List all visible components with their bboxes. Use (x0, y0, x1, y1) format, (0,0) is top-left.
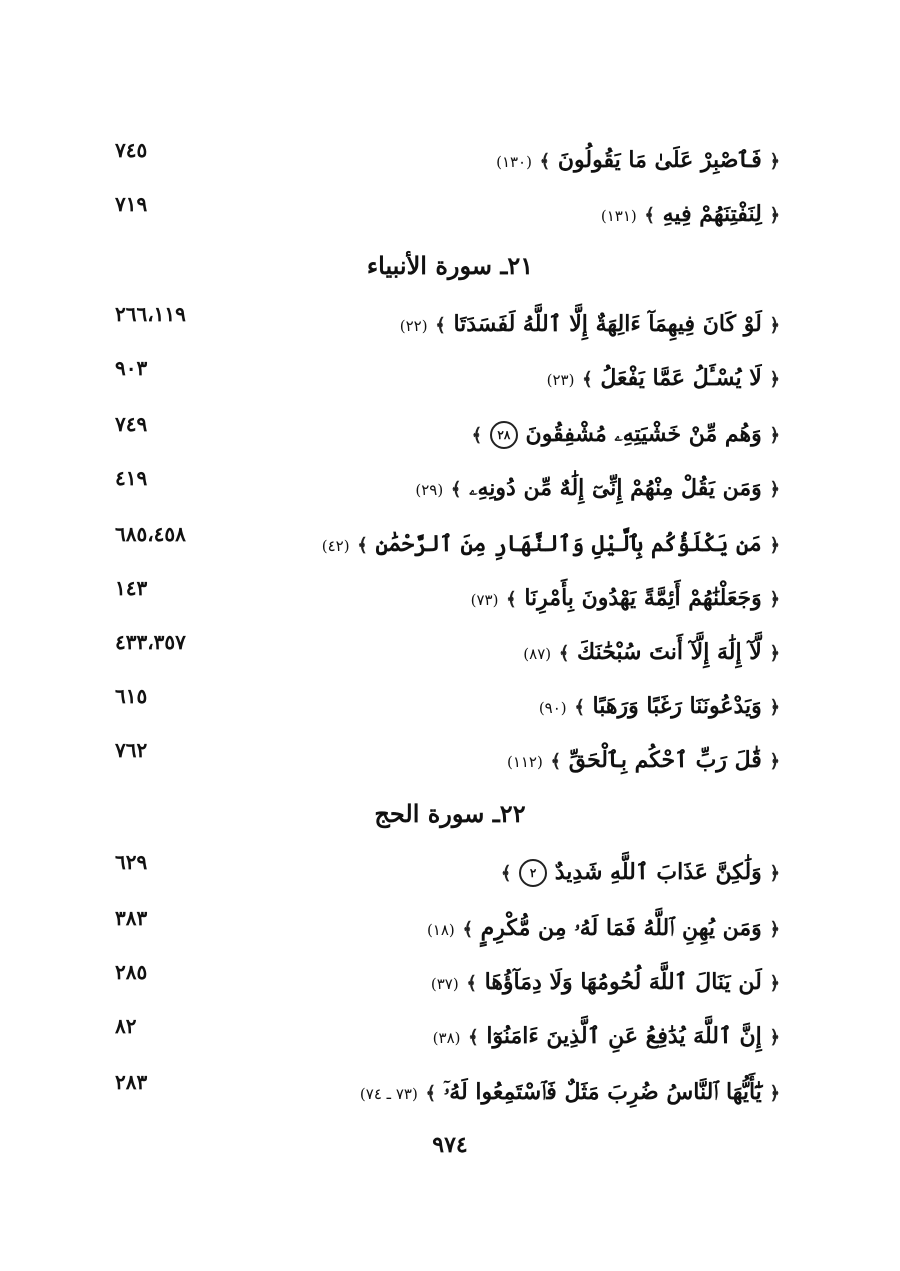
verse: لَوْ كَانَ فِيهِمَآ ءَالِهَةٌ إِلَّا ٱللَّهُ لَفَسَدَتَا (453, 311, 762, 337)
verse-number-medallion: ٢ (519, 859, 547, 887)
close-bracket-ornament: ﴾ (574, 697, 585, 718)
close-bracket-ornament: ﴾ (462, 919, 473, 940)
index-entry (100, 578, 800, 618)
close-bracket-ornament: ﴾ (550, 751, 562, 772)
open-bracket-ornament: ﴿ (769, 751, 780, 772)
verse: وَهُم مِّنْ خَشْيَتِهِۦ مُشْفِقُونَ (525, 421, 762, 447)
page-numbers: ٦٢٩ (115, 850, 148, 874)
verse-text (539, 686, 780, 728)
verse-text (496, 140, 780, 182)
verse-text (471, 578, 780, 620)
verse-text (360, 1072, 780, 1114)
verse-number: (٢٢) (399, 317, 428, 335)
verse-number: (٧٣) (470, 591, 499, 609)
open-bracket-ornament: ﴿ (769, 151, 780, 172)
verse-number: (١٨) (426, 921, 455, 939)
close-bracket-ornament: ﴾ (466, 973, 477, 994)
page-numbers: ٦١٥ (115, 684, 148, 708)
index-entry (100, 686, 800, 726)
index-entry (100, 908, 800, 948)
surah-heading: ٢١ـ سورة الأنبياء (366, 251, 534, 280)
open-bracket-ornament: ﴿ (769, 919, 780, 940)
page-numbers: ٨٢ (115, 1014, 137, 1038)
verse: قَٰلَ رَبِّ ٱحْكُم بِٱلْحَقِّ (568, 747, 762, 773)
verse-number-medallion: ٢٨ (490, 421, 518, 449)
index-entry (100, 524, 800, 564)
verse-text (523, 632, 780, 674)
verse: مَن يَكْلَؤُكُم بِٱلَّيْلِ وَٱلنَّهَارِ مِنَ ٱلرَّحْمَٰنِ (375, 531, 762, 557)
close-bracket-ornament: ﴾ (425, 1083, 437, 1104)
index-entry (100, 1072, 800, 1112)
close-bracket-ornament: ﴾ (500, 863, 512, 884)
open-bracket-ornament: ﴿ (769, 643, 780, 664)
verse-text (601, 194, 780, 236)
open-bracket-ornament: ﴿ (769, 369, 780, 390)
verse: وَمَن يَقُلْ مِنْهُمْ إِنِّىٓ إِلَٰهٌ مِّن دُونِهِۦ (469, 475, 762, 501)
close-bracket-ornament: ﴾ (506, 589, 517, 610)
page-numbers: ٣٨٣ (115, 906, 148, 930)
verse: لِنَفْتِنَهُمْ فِيهِ (662, 201, 762, 227)
verse-number: (٤٢) (321, 537, 350, 555)
open-bracket-ornament: ﴿ (769, 479, 780, 500)
close-bracket-ornament: ﴾ (471, 425, 483, 446)
verse: وَيَدْعُونَنَا رَغَبًا وَرَهَبًا (592, 693, 762, 719)
verse-number: (٢٣) (546, 371, 575, 389)
open-bracket-ornament: ﴿ (769, 205, 780, 226)
verse-text (501, 852, 780, 894)
verse: يَٰٓأَيُّهَا ٱلنَّاسُ ضُرِبَ مَثَلٌ فَٱسْتَمِعُوا لَهُۥٓ (443, 1079, 762, 1105)
page-numbers: ٧٤٥ (115, 138, 148, 162)
verse-number: (٢٩) (415, 481, 444, 499)
open-bracket-ornament: ﴿ (769, 425, 780, 446)
verse-text (322, 524, 780, 566)
verse-text (400, 304, 780, 346)
open-bracket-ornament: ﴿ (769, 863, 780, 884)
page-numbers: ١٤٣ (115, 576, 148, 600)
verse-number: (٧٣ ـ ٧٤) (359, 1085, 418, 1103)
verse-number: (٨٧) (523, 645, 552, 663)
verse: إِنَّ ٱللَّهَ يُدَٰفِعُ عَنِ ٱلَّذِينَ ءَامَنُوٓا (486, 1023, 762, 1049)
index-entry (100, 632, 800, 672)
verse-text (427, 908, 780, 950)
open-bracket-ornament: ﴿ (769, 697, 780, 718)
verse-text (547, 358, 780, 400)
open-bracket-ornament: ﴿ (769, 589, 780, 610)
open-bracket-ornament: ﴿ (769, 973, 780, 994)
verse-number: (٣٧) (430, 975, 459, 993)
close-bracket-ornament: ﴾ (558, 643, 570, 664)
index-entry (100, 358, 800, 398)
index-entry (100, 194, 800, 234)
index-entry (100, 962, 800, 1002)
verse-text (431, 962, 780, 1004)
index-entry (100, 304, 800, 344)
verse-number: (١٣٠) (496, 153, 532, 171)
page-numbers: ٢٨٣ (115, 1070, 148, 1094)
close-bracket-ornament: ﴾ (539, 151, 551, 172)
index-entry (100, 1016, 800, 1056)
verse: وَمَن يُهِنِ ٱللَّهُ فَمَا لَهُۥ مِن مُّكْرِمٍ (480, 915, 762, 941)
index-entry (100, 468, 800, 508)
verse: وَلَٰكِنَّ عَذَابَ ٱللَّهِ شَدِيدٌ (554, 859, 762, 885)
index-entry (100, 140, 800, 180)
open-bracket-ornament: ﴿ (769, 315, 780, 336)
page-numbers: ٤١٩ (115, 466, 148, 490)
close-bracket-ornament: ﴾ (357, 535, 368, 556)
verse-number: (٣٨) (432, 1029, 461, 1047)
verse-text (507, 740, 780, 782)
surah-heading: ٢٢ـ سورة الحج (374, 799, 526, 828)
page-numbers: ٢٨٥ (115, 960, 148, 984)
open-bracket-ornament: ﴿ (769, 535, 780, 556)
page-numbers: ٧١٩ (115, 192, 148, 216)
verse-number: (٩٠) (538, 699, 567, 717)
page-numbers: ٩٠٣ (115, 356, 148, 380)
page-numbers: ٧٦٢ (115, 738, 148, 762)
page-numbers: ٤٣٣،٣٥٧ (115, 630, 186, 654)
verse-text (433, 1016, 780, 1058)
verse: لَن يَنَالَ ٱللَّهَ لُحُومُهَا وَلَا دِمَآؤُهَا (484, 969, 762, 995)
close-bracket-ornament: ﴾ (450, 479, 462, 500)
close-bracket-ornament: ﴾ (644, 205, 655, 226)
open-bracket-ornament: ﴿ (769, 1083, 780, 1104)
page-number-footer: ٩٧٤ (432, 1132, 468, 1158)
page-numbers: ٢٦٦،١١٩ (115, 302, 186, 326)
close-bracket-ornament: ﴾ (435, 315, 446, 336)
page-numbers: ٦٨٥،٤٥٨ (115, 522, 186, 546)
index-entry (100, 414, 800, 454)
page-numbers: ٧٤٩ (115, 412, 148, 436)
index-entry (100, 740, 800, 780)
verse: فَٱصْبِرْ عَلَىٰ مَا يَقُولُونَ (557, 147, 762, 173)
verse: لَا يُسْـَٔلُ عَمَّا يَفْعَلُ (600, 365, 762, 391)
verse-text (415, 468, 780, 510)
index-entry (100, 852, 800, 892)
verse-number: (١٣١) (600, 207, 637, 225)
verse-number: (١١٢) (506, 753, 543, 771)
open-bracket-ornament: ﴿ (769, 1027, 780, 1048)
verse: وَجَعَلْنَٰهُمْ أَئِمَّةً يَهْدُونَ بِأَمْرِنَا (524, 585, 762, 611)
close-bracket-ornament: ﴾ (468, 1027, 479, 1048)
close-bracket-ornament: ﴾ (582, 369, 593, 390)
verse: لَّآ إِلَٰهَ إِلَّآ أَنتَ سُبْحَٰنَكَ (577, 639, 762, 665)
verse-text (472, 414, 780, 456)
